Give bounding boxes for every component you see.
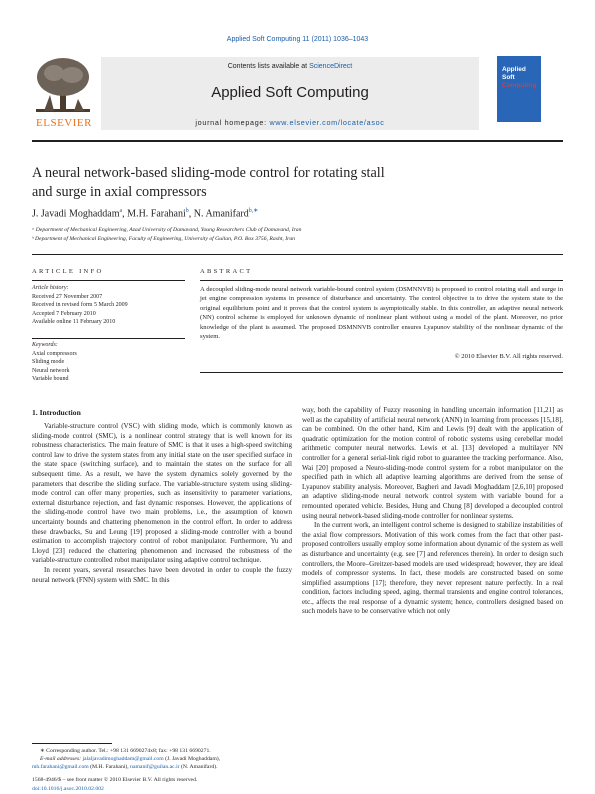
body-paragraph: In recent years, several researches have been devoted in order to couple the fuzzy neural network (FNN) system with SMC. In this: [32, 565, 292, 584]
keywords-label: Keywords:: [32, 342, 58, 348]
email-link[interactable]: mh.farahani@gmail.com: [32, 764, 89, 771]
body-column-left: [32, 422, 292, 585]
email-link[interactable]: namanif@guilan.ac.ir: [130, 764, 180, 771]
abstract-bottom-rule: [200, 372, 563, 373]
author-name: J. Javadi Moghaddam: [32, 208, 120, 220]
body-paragraph: In the current work, an intelligent control scheme is designed to stabilize instabilities of the axial flow compressors. Motivation of this work comes from the fact that other past-proposed controllers usually employ some information about dynamic of the system as well as disturbance and uncertainty (e.g. see [7] and references therein). In order to design such controllers, the Moore–Greitzer-based models are used widespread; however, they are ideal models of compressor systems. In fact, these models are constructed based on some simplified assumptions [17]; therefore, they never represent nature perfectly. In a real condition, factors including speed, aging, thermal transients and engine control tolerances, etc., affects the real response of a dynamic system; hence, controllers designed based on such models have to be conservative which not only: [302, 521, 563, 616]
cover-title-computing: Computing: [502, 82, 537, 89]
contents-prefix: Contents lists available at: [227, 63, 310, 70]
email-addresses-cont: [32, 763, 292, 771]
history-received: Received 27 November 2007: [32, 293, 103, 300]
article-info-rule: [32, 280, 185, 281]
journal-reference[interactable]: Applied Soft Computing 11 (2011) 1036–1043: [226, 36, 369, 43]
author-name: , N. Amanifard: [188, 208, 249, 220]
corresponding-author: ∗ Corresponding author. Tel.: +98 131 6690274x8; fax: +98 131 6690271.: [40, 748, 211, 754]
homepage-link[interactable]: www.elsevier.com/locate/asoc: [269, 118, 385, 127]
journal-homepage: [101, 118, 479, 127]
section-heading-introduction: 1. Introduction: [32, 408, 81, 417]
affiliation-a: ᵃ Department of Mechanical Engineering, Azad University of Damavand, Young Researchers Club of Damavand, Iran: [32, 227, 302, 233]
author-affiliation-mark[interactable]: b: [185, 208, 189, 214]
article-info-heading: ARTICLE INFO: [32, 268, 104, 275]
article-title-line1: A neural network-based sliding-mode control for rotating stall: [32, 165, 385, 181]
history-accepted: Accepted 7 February 2010: [32, 310, 96, 317]
email-link[interactable]: jalaljavadimoghaddam@gmail.com: [82, 756, 164, 763]
abstract-heading: ABSTRACT: [200, 268, 253, 275]
author-affiliation-mark[interactable]: a: [119, 208, 123, 214]
body-paragraph: way, both the capability of Fuzzy reasoning in handling uncertain information [11,21] as well as the capability of artificial neural network (ANN) in learning from processes [15,18], can be combined. On the other hand, Kim and Lewis [9] dealt with the application of quadratic optimization for the motion control of robotic systems using cerebellar model arithmetic computer neural networks. Lewis et al. [13] developed a multilayer NN controller for a general serial-link rigid robot to guarantee the tracking performance. Also, Wai [20] proposed a Neuro-sliding-mode control system for a robot manipulator on the specified path in which all adaptive learning algorithms are derived from the sense of Lyapunov stability analysis. Moreover, Bagheri and Javadi Moghaddam [2,6,10] proposed an adaptive sliding-mode neural network control system with variable bound for a remounted operated vehicle. Besides, Hung and Chung [8] developed a decoupled control using neural network-based sliding-mode controller for nonlinear systems.: [302, 406, 564, 520]
email-owner: (M.H. Farahani),: [88, 764, 131, 771]
history-online: Available online 11 February 2010: [32, 319, 116, 326]
article-history: [32, 284, 128, 327]
email-owner: (J. Javadi Moghaddam),: [163, 756, 221, 763]
article-title-line2: and surge in axial compressors: [32, 184, 207, 200]
footnote-rule: [32, 743, 112, 744]
history-revised: Received in revised form 5 March 2009: [32, 302, 128, 309]
keywords-block: [32, 341, 77, 384]
keyword-item: Variable bound: [32, 376, 69, 383]
keyword-item: Neural network: [32, 367, 70, 374]
footnote: [32, 747, 292, 772]
homepage-prefix: journal homepage:: [195, 118, 270, 127]
sciencedirect-link[interactable]: ScienceDirect: [309, 63, 353, 70]
elsevier-tree-logo: [32, 55, 94, 117]
affiliation-b: ᵇ Department of Mechanical Engineering, Faculty of Engineering, University of Guilan, P.O. Box 3756, Rasht, Iran: [32, 236, 296, 242]
doi-link[interactable]: doi:10.1016/j.asoc.2010.02.002: [32, 786, 104, 792]
header-rule: [32, 140, 563, 142]
journal-cover: [497, 56, 541, 122]
email-addresses: [32, 755, 292, 763]
journal-title: Applied Soft Computing: [211, 84, 369, 101]
affiliation-rule: [32, 254, 563, 255]
keyword-item: Sliding mode: [32, 359, 65, 366]
keywords-rule: [32, 338, 185, 339]
abstract-text: A decoupled sliding-mode neural network variable-bound control system (DSMNNVB) is proposed to control rotating stall and surge in jet engine compression systems in presence of disturbance and uncertainty. The control objective is to drive the system state to the original equilibrium point and it proves that the control system is asymptotically stable. In this controller, an adaptive neural network (NN) control scheme is employed for unknown dynamic of nonlinear plant without using a model of the plant. Moreover, no prior knowledge of the plant is assumed. The proposed DSMNNVB controller ensures Lyapunov stability of the nonlinear dynamic of the system.: [200, 286, 563, 341]
contents-line: [101, 63, 479, 70]
article-title: [32, 164, 563, 202]
author-affiliation-mark[interactable]: b,∗: [248, 208, 259, 214]
keyword-item: Axial compressors: [32, 350, 77, 357]
abstract-rule: [200, 280, 563, 281]
email-owner: (N. Amanifard).: [179, 764, 218, 771]
body-column-right: [302, 406, 563, 617]
author-name: , M.H. Farahani: [122, 208, 186, 220]
issn-line: 1568-4946/$ – see front matter © 2010 Elsevier B.V. All rights reserved.: [32, 777, 198, 783]
author-list: [32, 207, 258, 219]
history-label: Article history:: [32, 285, 69, 291]
cover-title-applied: Applied: [502, 66, 526, 73]
cover-title-soft: Soft: [502, 74, 515, 81]
elsevier-logo-text: ELSEVIER: [36, 117, 92, 129]
abstract-copyright: © 2010 Elsevier B.V. All rights reserved.: [454, 353, 563, 360]
body-paragraph: Variable-structure control (VSC) with sliding mode, which is commonly known as sliding-mode control (SMC), is a nonlinear control strategy that is well known for its robustness characteristics. The main feature of SMC is that it uses a high-speed switching control law to drive the system states from any initial state on the user specified surface in the state space (switching surface), and to maintain the states on the surface for all subsequent time. As a result, we have the system dynamics solely governed by the parameters that describe the sliding surface. The variable-structure system using sliding-mode control can offer many properties, such as insensitivity to parameter variations, external disturbance rejection, and fast dynamic responses. However, the applications of the sliding-mode control have two main problems, i.e., the assumption of known uncertainty bounds and chattering phenomenon in the control effort. In order to address these drawbacks, Su and Leung [19] proposed a sliding-mode controller with a bound estimation to accomplish trajectory control of robot manipulator. Furthermore, Yu and Lloyd [23] reduced the chattering phenomenon and increased the robustness of the variable-structure controlled robot manipulator using adaptive control technique.: [32, 422, 292, 565]
email-label: E-mail addresses:: [40, 756, 83, 763]
